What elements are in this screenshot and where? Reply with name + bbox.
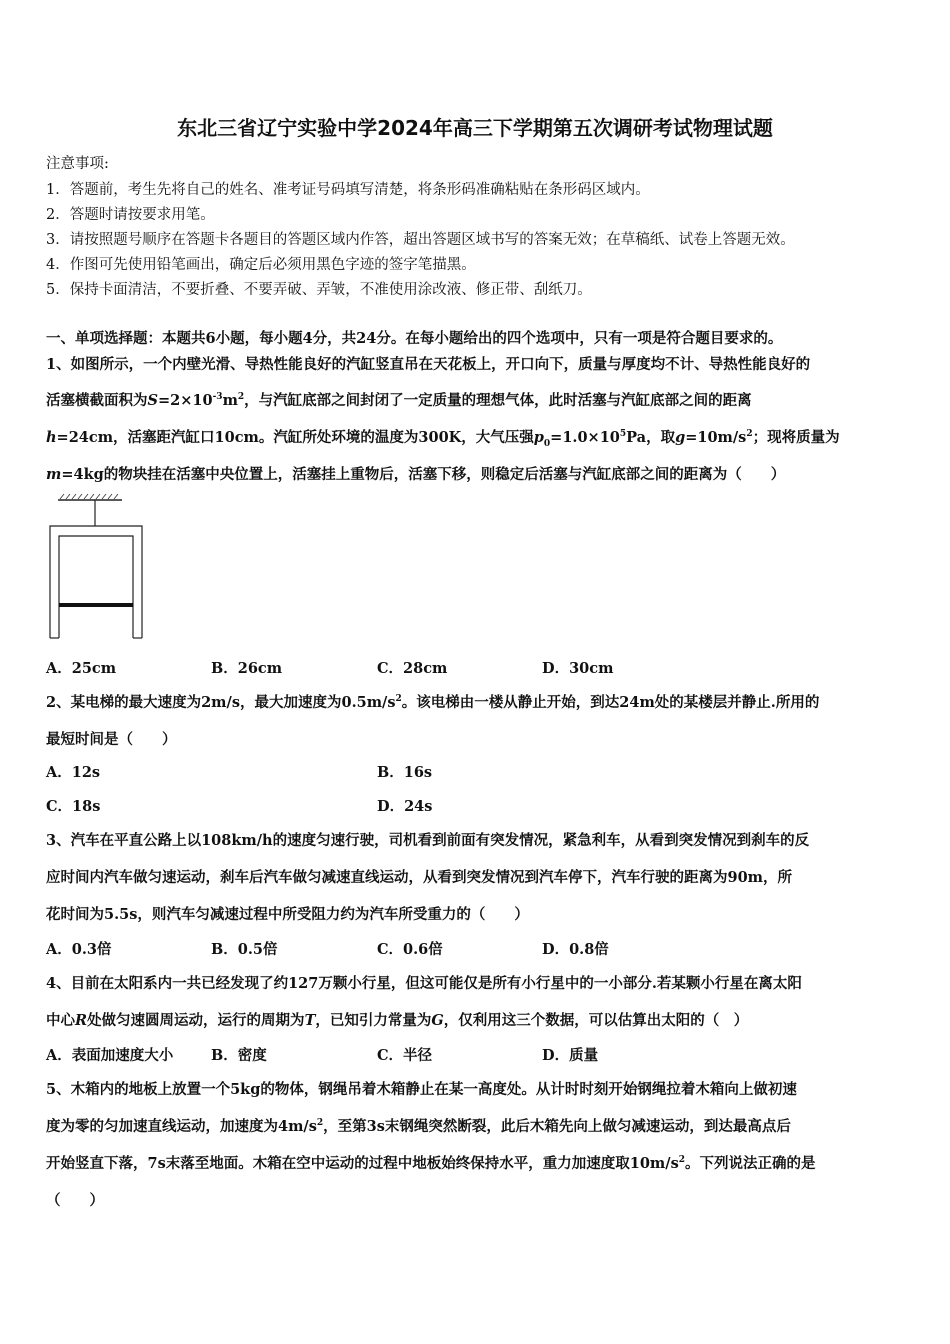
q2-line2: 最短时间是（ ） [46, 731, 177, 748]
q4-line2: 中心R处做匀速圆周运动，运行的周期为T，已知引力常量为G，仅利用这三个数据，可以估算出太阳的（ ） [46, 1012, 749, 1029]
ceiling-hatch [58, 494, 122, 500]
q1-line1: 1、如图所示，一个内壁光滑、导热性能良好的汽缸竖直吊在天花板上，开口向下，质量与厚度均不计、导热性能良好的 [46, 356, 811, 373]
q5-line4: （ ） [46, 1192, 104, 1209]
option-c[interactable]: C．0.6倍 [377, 941, 443, 958]
q1-line2: 活塞横截面积为$S=2\times 10^{-3}m^2$，与汽缸底部之间封闭了一定质量的理想气体，此时活塞与汽缸底部之间的距离 [46, 392, 752, 409]
option-c[interactable]: C．半径 [377, 1047, 433, 1064]
q2-line1: 2、某电梯的最大速度为2m/s，最大加速度为$0.5m/s^2$。该电梯由一楼从静止开始，到达24m处的某楼层并静止.所用的 [46, 694, 820, 711]
notice-item: 2．答题时请按要求用笔。 [46, 207, 215, 223]
q1-line3: h=24cm，活塞距汽缸口10cm。汽缸所处环境的温度为300K，大气压强$p_0=1.0\times 10^5Pa$，取$g=10m/s^2$；现将质量为 [46, 429, 840, 449]
q1-line4: m=4kg的物块挂在活塞中央位置上，活塞挂上重物后，活塞下移，则稳定后活塞与汽缸底部之间的距离为（ ） [46, 466, 786, 483]
notice-item: 3．请按照题号顺序在答题卡各题目的答题区域内作答，超出答题区域书写的答案无效；在草稿纸、试卷上答题无效。 [46, 232, 795, 248]
q5-line1: 5、木箱内的地板上放置一个5kg的物体，钢绳吊着木箱静止在某一高度处。从计时时刻开始钢绳拉着木箱向上做初速 [46, 1081, 797, 1098]
q4-line1: 4、目前在太阳系内一共已经发现了约127万颗小行星，但这可能仅是所有小行星中的一小部分.若某颗小行星在离太阳 [46, 975, 802, 992]
cylinder-figure [44, 490, 154, 642]
q3-line1: 3、汽车在平直公路上以108km/h的速度匀速行驶，司机看到前面有突发情况，紧急利车，从看到突发情况到刹车的反 [46, 832, 810, 849]
option-a[interactable]: A．0.3倍 [46, 941, 112, 958]
option-b[interactable]: B．密度 [211, 1047, 267, 1064]
piston [59, 603, 133, 607]
option-d[interactable]: D．24s [377, 798, 433, 815]
option-a[interactable]: A．表面加速度大小 [46, 1047, 174, 1064]
q5-line2: 度为零的匀加速直线运动，加速度为$4m/s^2$，至第3s末钢绳突然断裂，此后木箱先向上做匀减速运动，到达最高点后 [46, 1118, 791, 1135]
option-b[interactable]: B．0.5倍 [211, 941, 278, 958]
notice-item: 4．作图可先使用铅笔画出，确定后必须用黑色字迹的签字笔描黑。 [46, 257, 476, 273]
option-d[interactable]: D．0.8倍 [542, 941, 609, 958]
notice-item: 1．答题前，考生先将自己的姓名、准考证号码填写清楚，将条形码准确粘贴在条形码区域内。 [46, 182, 650, 198]
q5-line3: 开始竖直下落，7s末落至地面。木箱在空中运动的过程中地板始终保持水平，重力加速度取$10m/s^2$。下列说法正确的是 [46, 1155, 816, 1172]
section-heading: 一、单项选择题：本题共6小题，每小题4分，共24分。在每小题给出的四个选项中，只有一项是符合题目要求的。 [46, 330, 783, 347]
notice-heading: 注意事项: [46, 156, 109, 172]
option-b[interactable]: B．16s [377, 764, 433, 781]
notice-item: 5．保持卡面清洁，不要折叠、不要弄破、弄皱，不准使用涂改液、修正带、刮纸刀。 [46, 282, 592, 298]
cylinder-outer [50, 526, 142, 638]
option-a[interactable]: A．12s [46, 764, 101, 781]
page-title: 东北三省辽宁实验中学2024年高三下学期第五次调研考试物理试题 [177, 116, 773, 140]
q3-line3: 花时间为5.5s，则汽车匀减速过程中所受阻力约为汽车所受重力的（ ） [46, 906, 529, 923]
option-c[interactable]: C．28cm [377, 660, 448, 677]
option-d[interactable]: D．30cm [542, 660, 614, 677]
option-b[interactable]: B．26cm [211, 660, 283, 677]
option-a[interactable]: A．25cm [46, 660, 117, 677]
option-c[interactable]: C．18s [46, 798, 101, 815]
option-d[interactable]: D．质量 [542, 1047, 599, 1064]
cylinder-inner [59, 536, 133, 638]
q3-line2: 应时间内汽车做匀速运动，刹车后汽车做匀减速直线运动，从看到突发情况到汽车停下，汽车行驶的距离为90m，所 [46, 869, 793, 886]
